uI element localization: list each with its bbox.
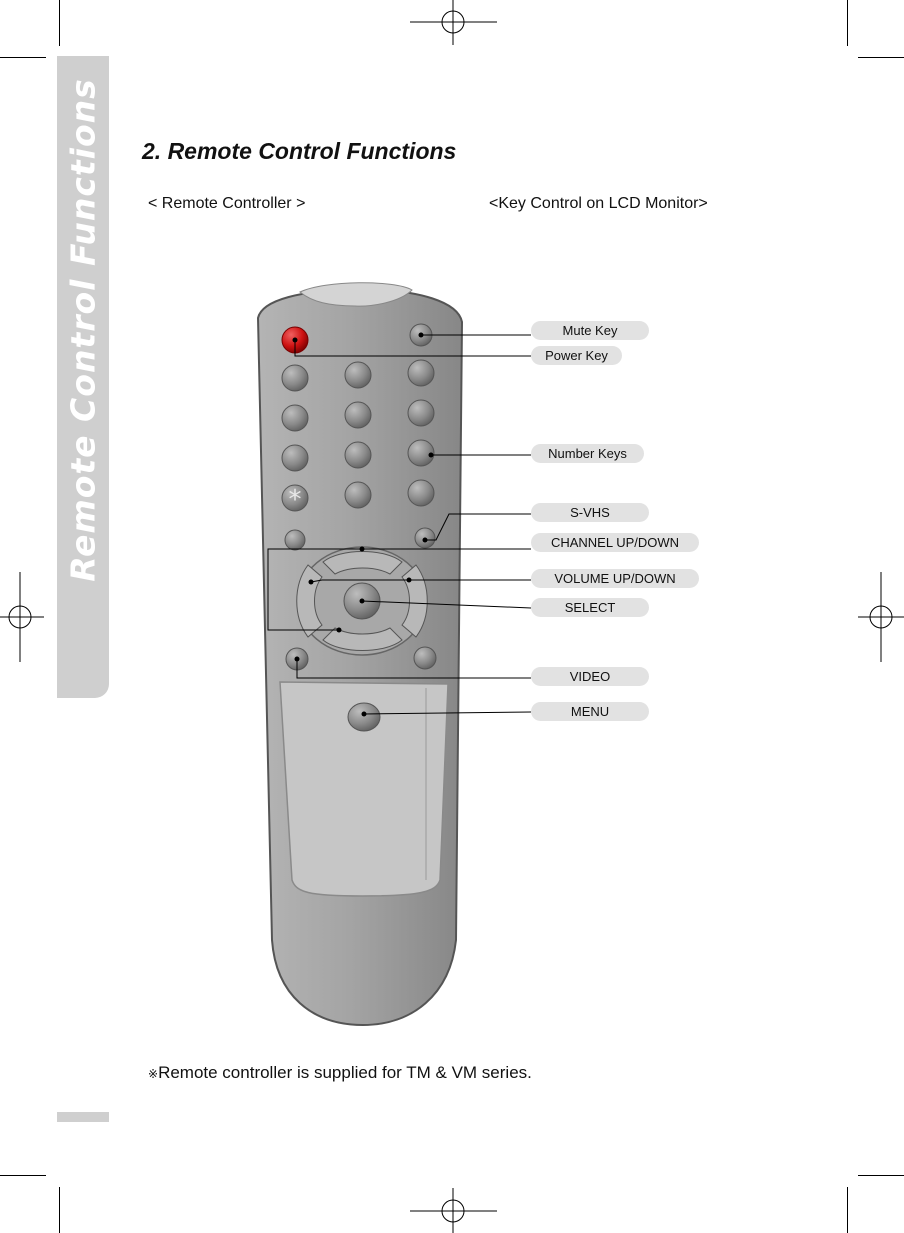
callout-volume: VOLUME UP/DOWN <box>531 569 699 588</box>
number-key[interactable] <box>408 400 434 426</box>
callout-select: SELECT <box>531 598 649 617</box>
callout-channel: CHANNEL UP/DOWN <box>531 533 699 552</box>
menu-key[interactable] <box>348 703 380 731</box>
remote-controller-heading: < Remote Controller > <box>148 195 306 212</box>
number-key[interactable] <box>345 482 371 508</box>
asterisk-symbol: * <box>288 485 302 515</box>
page-title: 2. Remote Control Functions <box>142 138 457 164</box>
callout-mute-key: Mute Key <box>531 321 649 340</box>
number-key[interactable] <box>282 365 308 391</box>
number-key[interactable] <box>345 442 371 468</box>
callout-menu: MENU <box>531 702 649 721</box>
number-key[interactable] <box>345 402 371 428</box>
footnote <box>148 1063 532 1083</box>
callout-power-key: Power Key <box>531 346 622 365</box>
callout-video: VIDEO <box>531 667 649 686</box>
number-key[interactable] <box>282 445 308 471</box>
number-key[interactable] <box>408 360 434 386</box>
number-key[interactable] <box>408 480 434 506</box>
number-key[interactable] <box>282 405 308 431</box>
small-key-right[interactable] <box>414 647 436 669</box>
small-key-left[interactable] <box>285 530 305 550</box>
callout-number-keys: Number Keys <box>531 444 644 463</box>
footnote-text: Remote controller is supplied for TM & VM series. <box>158 1063 532 1082</box>
number-key[interactable] <box>345 362 371 388</box>
lcd-key-control-heading: <Key Control on LCD Monitor> <box>489 195 708 212</box>
callout-svhs: S-VHS <box>531 503 649 522</box>
side-tab-label: Remote Control Functions <box>63 78 103 582</box>
footnote-mark: ※ <box>148 1067 159 1081</box>
